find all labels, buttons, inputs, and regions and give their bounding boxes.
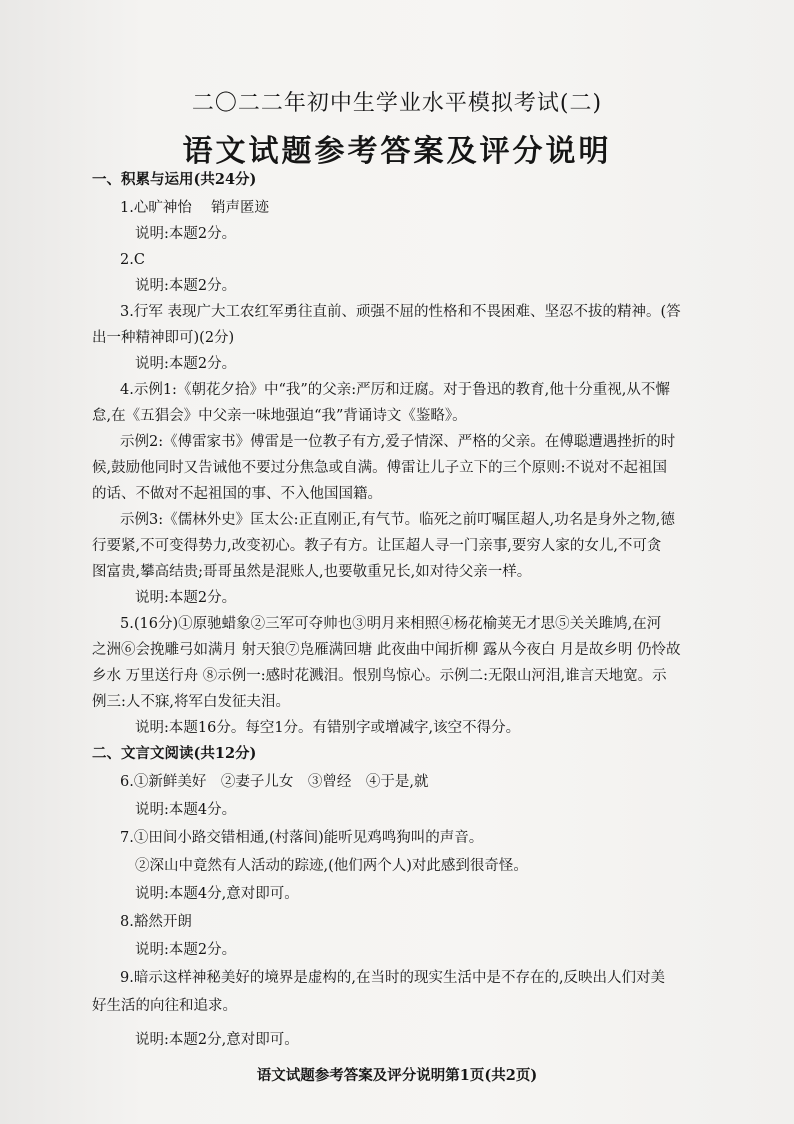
answer-line: 4.示例1:《朝花夕拾》中“我”的父亲:严厉和迂腐。对于鲁迅的教育,他十分重视,从不懈 <box>120 382 670 398</box>
answer-line: 5.(16分)①原驰蜡象②三军可夺帅也③明月来相照④杨花榆荚无才思⑤关关雎鸠,在河 <box>120 616 662 632</box>
section-heading: 二、文言文阅读(共12分) <box>92 745 257 762</box>
note-line: 说明:本题2分。 <box>135 278 237 294</box>
note-line: 说明:本题4分。 <box>135 802 237 818</box>
answer-line: 好生活的向往和追求。 <box>92 998 237 1014</box>
answer-line: 6.①新鲜美好 ②妻子儿女 ③曾经 ④于是,就 <box>120 774 429 790</box>
answer-line: 示例3:《儒林外史》匡太公:正直刚正,有气节。临死之前叮嘱匡超人,功名是身外之物,德 <box>120 512 675 528</box>
note-line: 说明:本题2分。 <box>135 942 237 958</box>
answer-line: 1.心旷神怡 销声匿迹 <box>120 200 269 216</box>
page-footer: 语文试题参考答案及评分说明第1页(共2页) <box>256 1067 538 1084</box>
answer-line: 行要紧,不可变得势力,改变初心。教子有方。让匡超人寻一门亲事,要穷人家的女儿,不可贪 <box>92 538 662 554</box>
note-line: 说明:本题2分。 <box>135 356 237 372</box>
note-line: 说明:本题2分。 <box>135 590 237 606</box>
answer-line: 之洲⑥会挽雕弓如满月 射天狼⑦凫雁满回塘 此夜曲中闻折柳 露从今夜白 月是故乡明 仍怜故 <box>92 642 681 658</box>
answer-line: 的话、不做对不起祖国的事、不入他国国籍。 <box>92 486 382 502</box>
answer-line: 图富贵,攀高结贵;哥哥虽然是混账人,也要敬重兄长,如对待父亲一样。 <box>92 564 532 580</box>
answer-line: 7.①田间小路交错相通,(村落间)能听见鸡鸣狗叫的声音。 <box>120 830 484 846</box>
document-title: 语文试题参考答案及评分说明 <box>182 134 612 169</box>
answer-line: 8.豁然开朗 <box>120 914 192 930</box>
note-line: 说明:本题16分。每空1分。有错别字或增减字,该空不得分。 <box>135 720 521 736</box>
answer-line: 候,鼓励他同时又告诫他不要过分焦急或自满。傅雷让儿子立下的三个原则:不说对不起祖国 <box>92 460 667 476</box>
note-line: 说明:本题4分,意对即可。 <box>135 886 299 902</box>
answer-line: 2.C <box>120 252 145 268</box>
note-line: 说明:本题2分,意对即可。 <box>135 1032 299 1048</box>
section-heading: 一、积累与运用(共24分) <box>92 171 257 188</box>
exam-title: 二〇二二年初中生学业水平模拟考试(二) <box>191 91 603 116</box>
answer-line: 示例2:《傅雷家书》傅雷是一位教子有方,爱子情深、严格的父亲。在傅聪遭遇挫折的时 <box>120 434 676 450</box>
answer-line: 例三:人不寐,将军白发征夫泪。 <box>92 694 290 710</box>
answer-line: ②深山中竟然有人活动的踪迹,(他们两个人)对此感到很奇怪。 <box>135 858 528 874</box>
answer-line: 乡水 万里送行舟 ⑧示例一:感时花溅泪。恨别鸟惊心。示例二:无限山河泪,谁言天地宽。示 <box>92 668 667 684</box>
note-line: 说明:本题2分。 <box>135 226 237 242</box>
answer-line: 怠,在《五猖会》中父亲一味地强迫“我”背诵诗文《鉴略》。 <box>92 408 467 424</box>
answer-line: 3.行军 表现广大工农红军勇往直前、顽强不屈的性格和不畏困难、坚忍不拔的精神。(答 <box>120 304 681 320</box>
answer-line: 出一种精神即可)(2分) <box>92 330 235 346</box>
answer-line: 9.暗示这样神秘美好的境界是虚构的,在当时的现实生活中是不存在的,反映出人们对美 <box>120 970 666 986</box>
